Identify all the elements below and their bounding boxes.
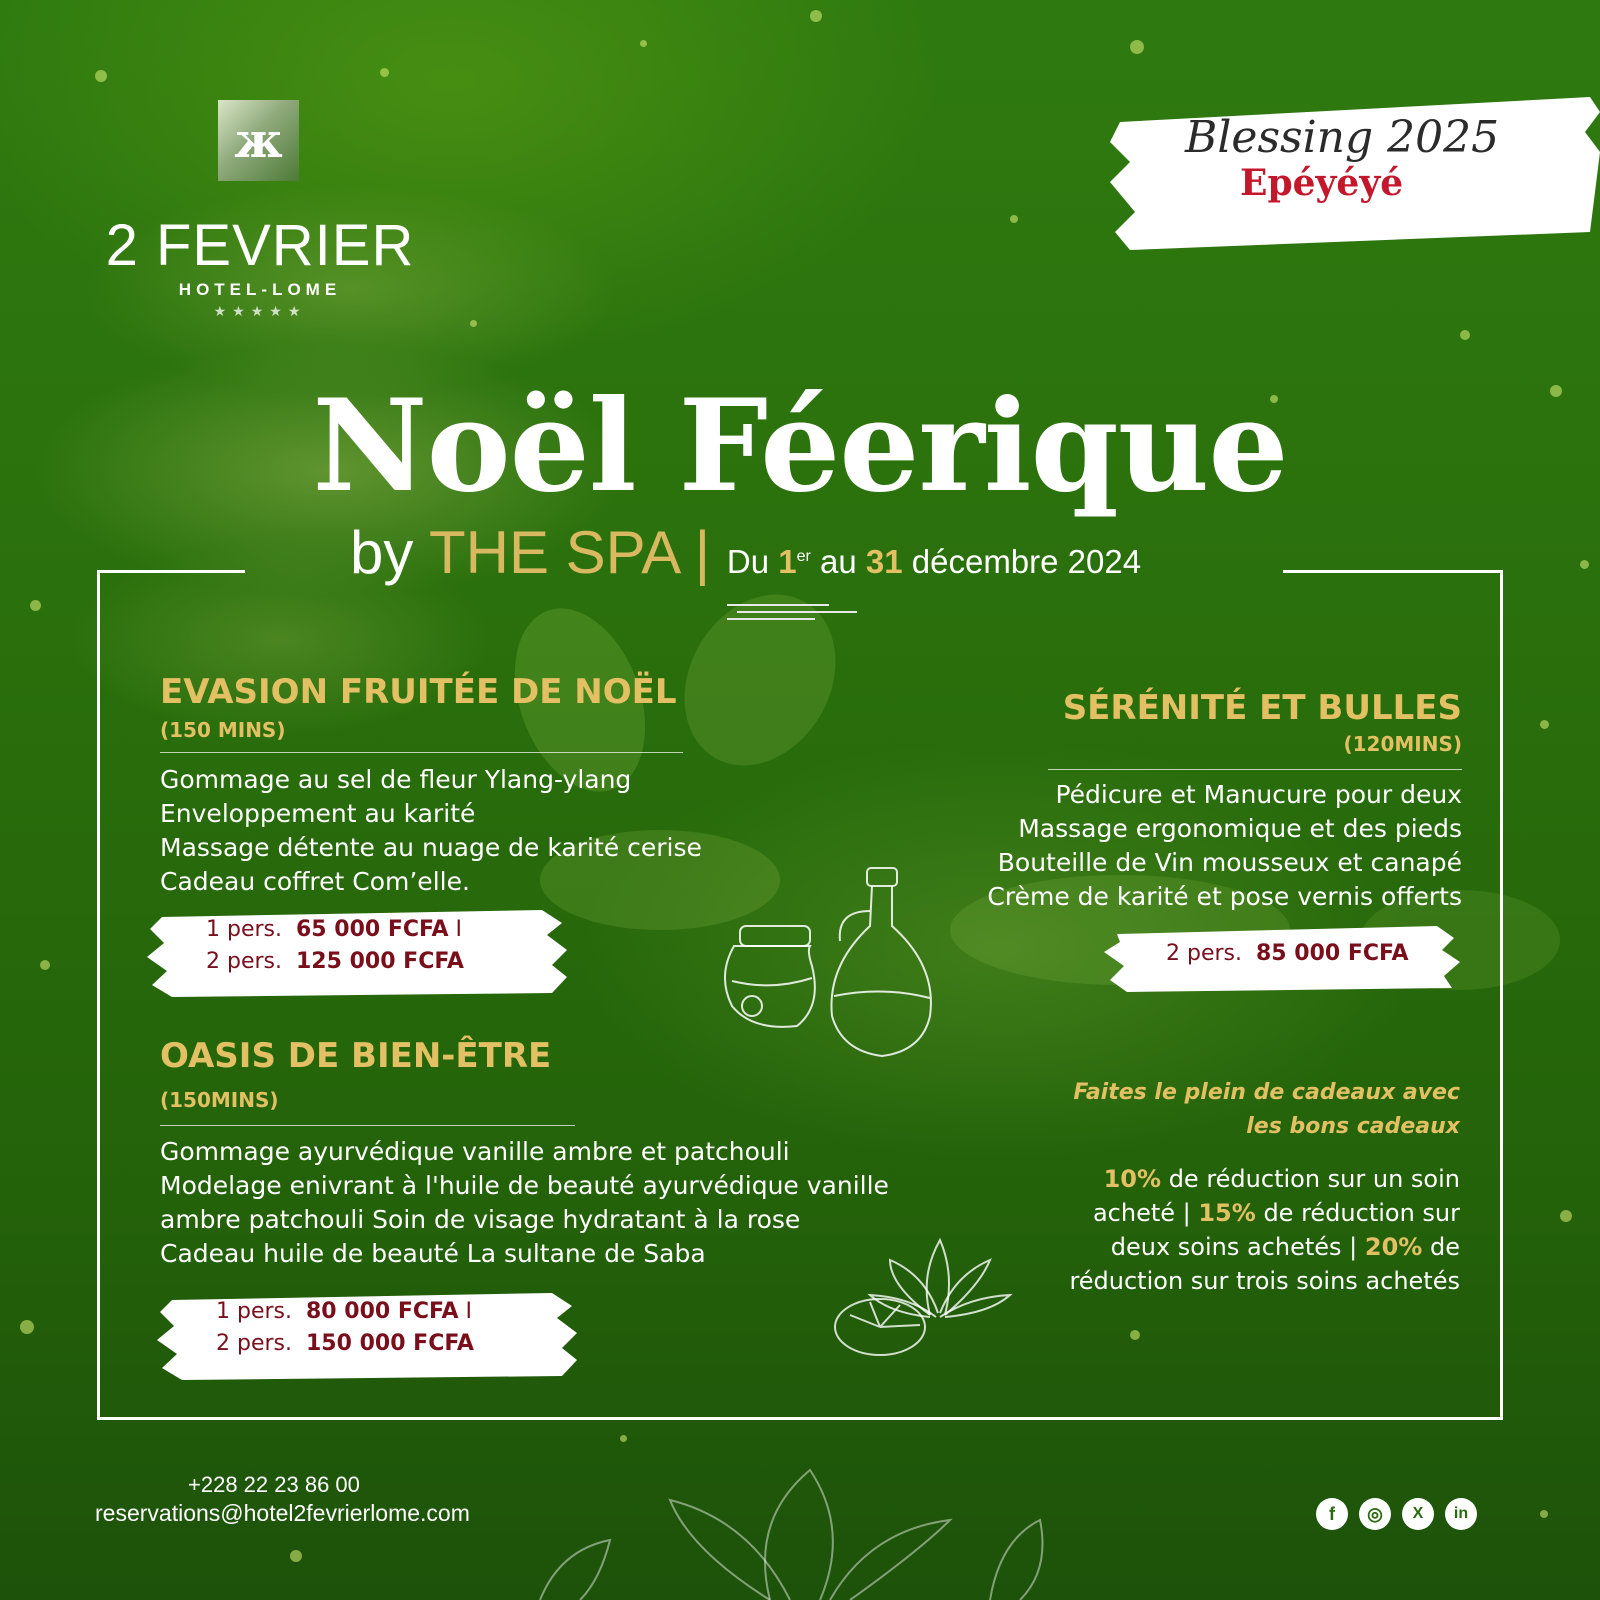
- logo-glyph: ж: [234, 112, 283, 169]
- instagram-icon[interactable]: ◎: [1359, 1498, 1391, 1530]
- subtitle-separator: |: [677, 519, 727, 586]
- list-item: Modelage enivrant à l'huile de beauté ayurvédique vanille: [160, 1171, 889, 1200]
- dates-au: au: [810, 543, 866, 580]
- hotel-logo-mark: [218, 100, 299, 181]
- frame-top-left: [97, 570, 245, 573]
- dates-month-year: décembre 2024: [902, 543, 1142, 580]
- section-rule: [1048, 769, 1462, 770]
- price-row: 2 pers. 85 000 FCFA: [1166, 941, 1409, 966]
- promo-percent: 10%: [1103, 1165, 1162, 1193]
- lotus-illustration: [830, 1235, 1020, 1365]
- dates-end-day: 31: [865, 543, 903, 580]
- list-item: Gommage au sel de fleur Ylang-ylang: [160, 765, 632, 794]
- list-item: ambre patchouli Soin de visage hydratant à la rose: [160, 1205, 801, 1234]
- list-item: Cadeau huile de beauté La sultane de Saba: [160, 1239, 706, 1268]
- list-item: Massage ergonomique et des pieds: [1018, 814, 1462, 843]
- price-row: 1 pers. 65 000 FCFA I: [206, 917, 463, 942]
- frame-top-right: [1283, 570, 1503, 573]
- promo-headline: [1000, 1076, 1460, 1144]
- list-item: Gommage ayurvédique vanille ambre et patchouli: [160, 1137, 790, 1166]
- price-serenite: [1166, 938, 1409, 970]
- section-title-evasion: EVASION FRUITÉE DE NOËL: [160, 672, 677, 712]
- list-item: Crème de karité et pose vernis offerts: [987, 882, 1462, 911]
- promo-text: de réduction sur un soin acheté |: [1092, 1165, 1460, 1227]
- section-title-serenite: SÉRÉNITÉ ET BULLES: [1062, 688, 1462, 728]
- subtitle-dates: [727, 543, 1141, 580]
- dates-start-day: 1: [778, 543, 797, 580]
- section-rule: [160, 1125, 575, 1126]
- promo-headline-line: Faites le plein de cadeaux avec: [1073, 1080, 1460, 1105]
- price-oasis: [216, 1296, 474, 1360]
- promo-percent: 20%: [1364, 1233, 1423, 1261]
- promo-headline-line: les bons cadeaux: [1246, 1114, 1460, 1139]
- list-item: Pédicure et Manucure pour deux: [1055, 780, 1462, 809]
- section-duration-oasis: (150MINS): [160, 1088, 279, 1112]
- price-row: 1 pers. 80 000 FCFA I: [216, 1299, 473, 1324]
- price-row: 2 pers. 150 000 FCFA: [216, 1331, 474, 1356]
- frame-right: [1500, 570, 1503, 1420]
- list-item: Massage détente au nuage de karité cerise: [160, 833, 702, 862]
- divider-ornament: [737, 611, 857, 613]
- page-subtitle: [350, 518, 1250, 587]
- page-title: Noël Féerique: [312, 372, 1288, 520]
- frame-bottom: [97, 1417, 1503, 1420]
- contact-phone[interactable]: +228 22 23 86 00: [188, 1472, 360, 1497]
- dates-du: Du: [726, 543, 779, 580]
- section-duration-serenite: (120MINS): [1343, 732, 1462, 756]
- section-list-oasis: [160, 1135, 889, 1271]
- promo-percent: 15%: [1198, 1199, 1256, 1227]
- x-icon[interactable]: X: [1402, 1498, 1434, 1530]
- price-row: 2 pers. 125 000 FCFA: [206, 949, 464, 974]
- hotel-brand-name: 2 FEVRIER: [105, 213, 415, 278]
- subtitle-by: by: [350, 519, 429, 586]
- list-item: Bouteille de Vin mousseux et canapé: [997, 848, 1462, 877]
- facebook-icon[interactable]: f: [1316, 1498, 1348, 1530]
- divider-ornament: [727, 604, 829, 606]
- subtitle-spa: THE SPA: [428, 519, 678, 586]
- blessing-subtitle: Epéyéyé: [1240, 162, 1404, 204]
- footer-flower-illustration: [520, 1460, 1100, 1600]
- section-list-serenite: [940, 778, 1462, 914]
- dates-ordinal: er: [796, 548, 811, 565]
- oil-jar-illustration: [712, 866, 942, 1076]
- contact-email[interactable]: reservations@hotel2fevrierlome.com: [95, 1500, 470, 1526]
- list-item: Cadeau coffret Com’elle.: [160, 867, 470, 896]
- section-list-evasion: [160, 763, 702, 899]
- frame-left: [97, 570, 100, 1420]
- promo-text: de réduction sur trois soins achetés: [1069, 1233, 1460, 1295]
- promo-text: de réduction sur deux soins achetés |: [1110, 1199, 1460, 1261]
- linkedin-icon[interactable]: in: [1445, 1498, 1477, 1530]
- promo-body: [1060, 1162, 1460, 1298]
- blessing-title: Blessing 2025: [1185, 112, 1500, 163]
- section-title-oasis: OASIS DE BIEN-ÊTRE: [160, 1036, 552, 1076]
- section-duration-evasion: (150 MINS): [160, 718, 286, 742]
- section-rule: [160, 752, 683, 753]
- hotel-star-rating: ★★★★★: [213, 304, 307, 320]
- price-evasion: [206, 914, 464, 978]
- list-item: Enveloppement au karité: [160, 799, 476, 828]
- divider-ornament: [727, 618, 815, 620]
- hotel-brand-subtitle: HOTEL-LOME: [178, 280, 342, 299]
